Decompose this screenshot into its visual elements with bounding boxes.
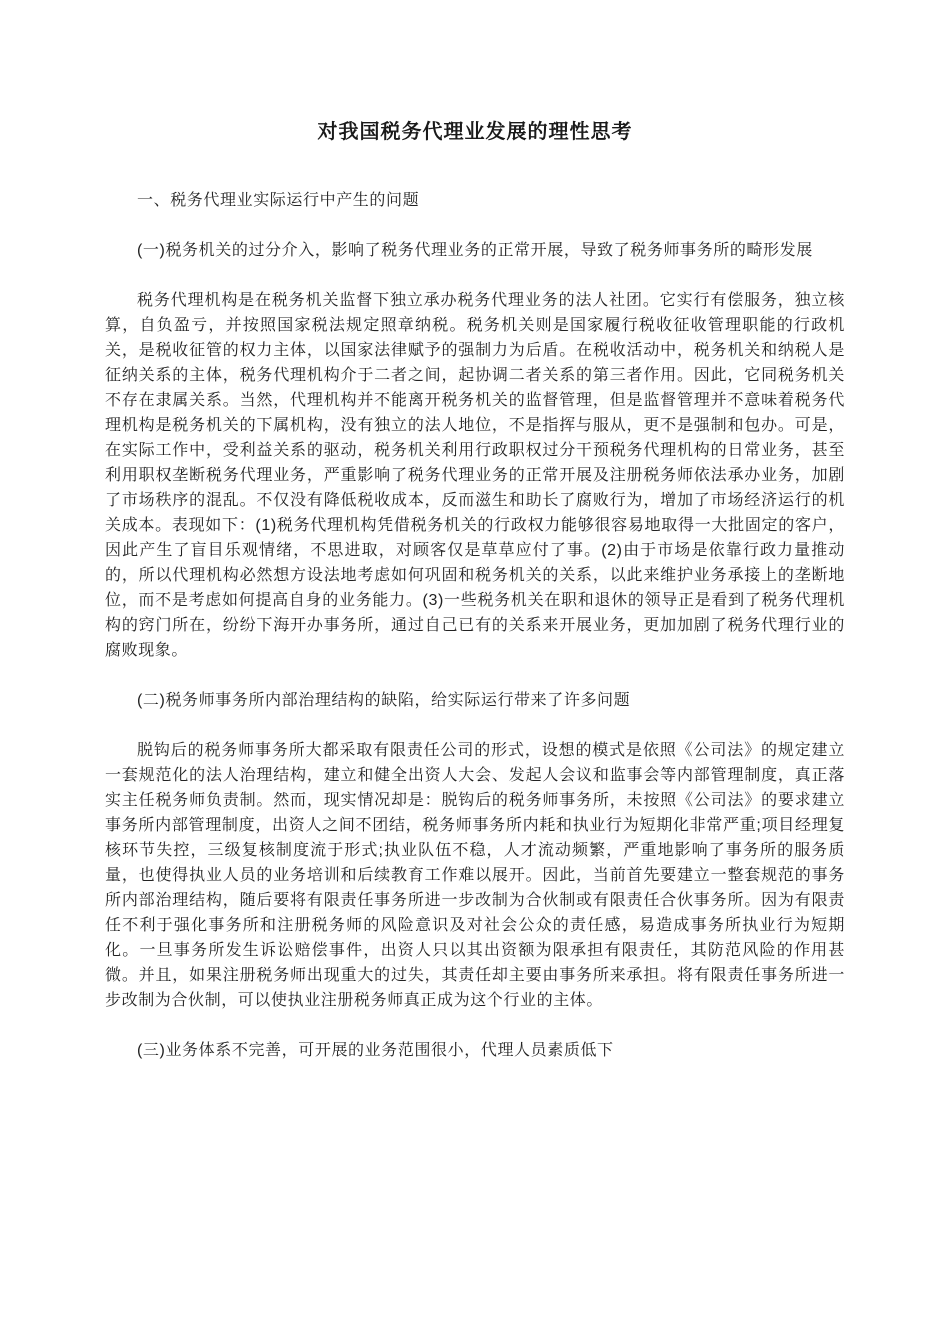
subsection-heading-1-3: (三)业务体系不完善，可开展的业务范围很小，代理人员素质低下 (137, 1042, 614, 1059)
body-paragraph-1: 税务代理机构是在税务机关监督下独立承办税务代理业务的法人社团。它实行有偿服务，独立核算，自负盈亏，并按照国家税法规定照章纳税。税务机关则是国家履行税收征收管理职能的行政机关，是税收征管的权力主体，以国家法律赋予的强制力为后盾。在税收活动中，税务机关和纳税人是征纳关系的主体，税务代理机构介于二者之间，起协调二者关系的第三者作用。因此，它同税务机关不存在隶属关系。当然，代理机构并不能离开税务机关的监督管理，但是监督管理并不意味着税务代理机构是税务机关的下属机构，没有独立的法人地位，不是指挥与服从，更不是强制和包办。可是，在实际工作中，受利益关系的驱动，税务机关利用行政职权过分干预税务代理机构的日常业务，甚至利用职权垄断税务代理业务，严重影响了税务代理业务的正常开展及注册税务师依法承办业务，加剧了市场秩序的混乱。不仅没有降低税收成本，反而滋生和助长了腐败行为，增加了市场经济运行的机关成本。表现如下：(1)税务代理机构凭借税务机关的行政权力能够很容易地取得一大批固定的客户，因此产生了盲目乐观情绪，不思进取，对顾客仅是草草应付了事。(2)由于市场是依靠行政力量推动的，所以代理机构必然想方设法地考虑如何巩固和税务机关的关系，以此来维护业务承接上的垄断地位，而不是考虑如何提高自身的业务能力。(3)一些税务机关在职和退休的领导正是看到了税务代理机构的窍门所在，纷纷下海开办事务所，通过自己已有的关系来开展业务，更加加剧了税务代理行业的腐败现象。 (105, 292, 845, 659)
subsection-heading-1-2: (二)税务师事务所内部治理结构的缺陷，给实际运行带来了许多问题 (137, 692, 631, 709)
body-paragraph-2: 脱钩后的税务师事务所大都采取有限责任公司的形式，设想的模式是依照《公司法》的规定建立一套规范化的法人治理结构，建立和健全出资人大会、发起人会议和监事会等内部管理制度，真正落实主任税务师负责制。然而，现实情况却是：脱钩后的税务师事务所，未按照《公司法》的要求建立事务所内部管理制度，出资人之间不团结，税务师事务所内耗和执业行为短期化非常严重;项目经理复核环节失控，三级复核制度流于形式;执业队伍不稳，人才流动频繁，严重地影响了事务所的服务质量，也使得执业人员的业务培训和后续教育工作难以展开。因此，当前首先要建立一整套规范的事务所内部治理结构，随后要将有限责任事务所进一步改制为合伙制或有限责任合伙事务所。因为有限责任不利于强化事务所和注册税务师的风险意识及对社会公众的责任感，易造成事务所执业行为短期化。一旦事务所发生诉讼赔偿事件，出资人只以其出资额为限承担有限责任，其防范风险的作用甚微。并且，如果注册税务师出现重大的过失，其责任却主要由事务所来承担。将有限责任事务所进一步改制为合伙制，可以使执业注册税务师真正成为这个行业的主体。 (105, 742, 845, 1009)
document-title: 对我国税务代理业发展的理性思考 (317, 121, 633, 143)
section-heading-1: 一、税务代理业实际运行中产生的问题 (137, 192, 420, 209)
subsection-heading-1-1: (一)税务机关的过分介入，影响了税务代理业务的正常开展，导致了税务师事务所的畸形发展 (137, 242, 813, 259)
